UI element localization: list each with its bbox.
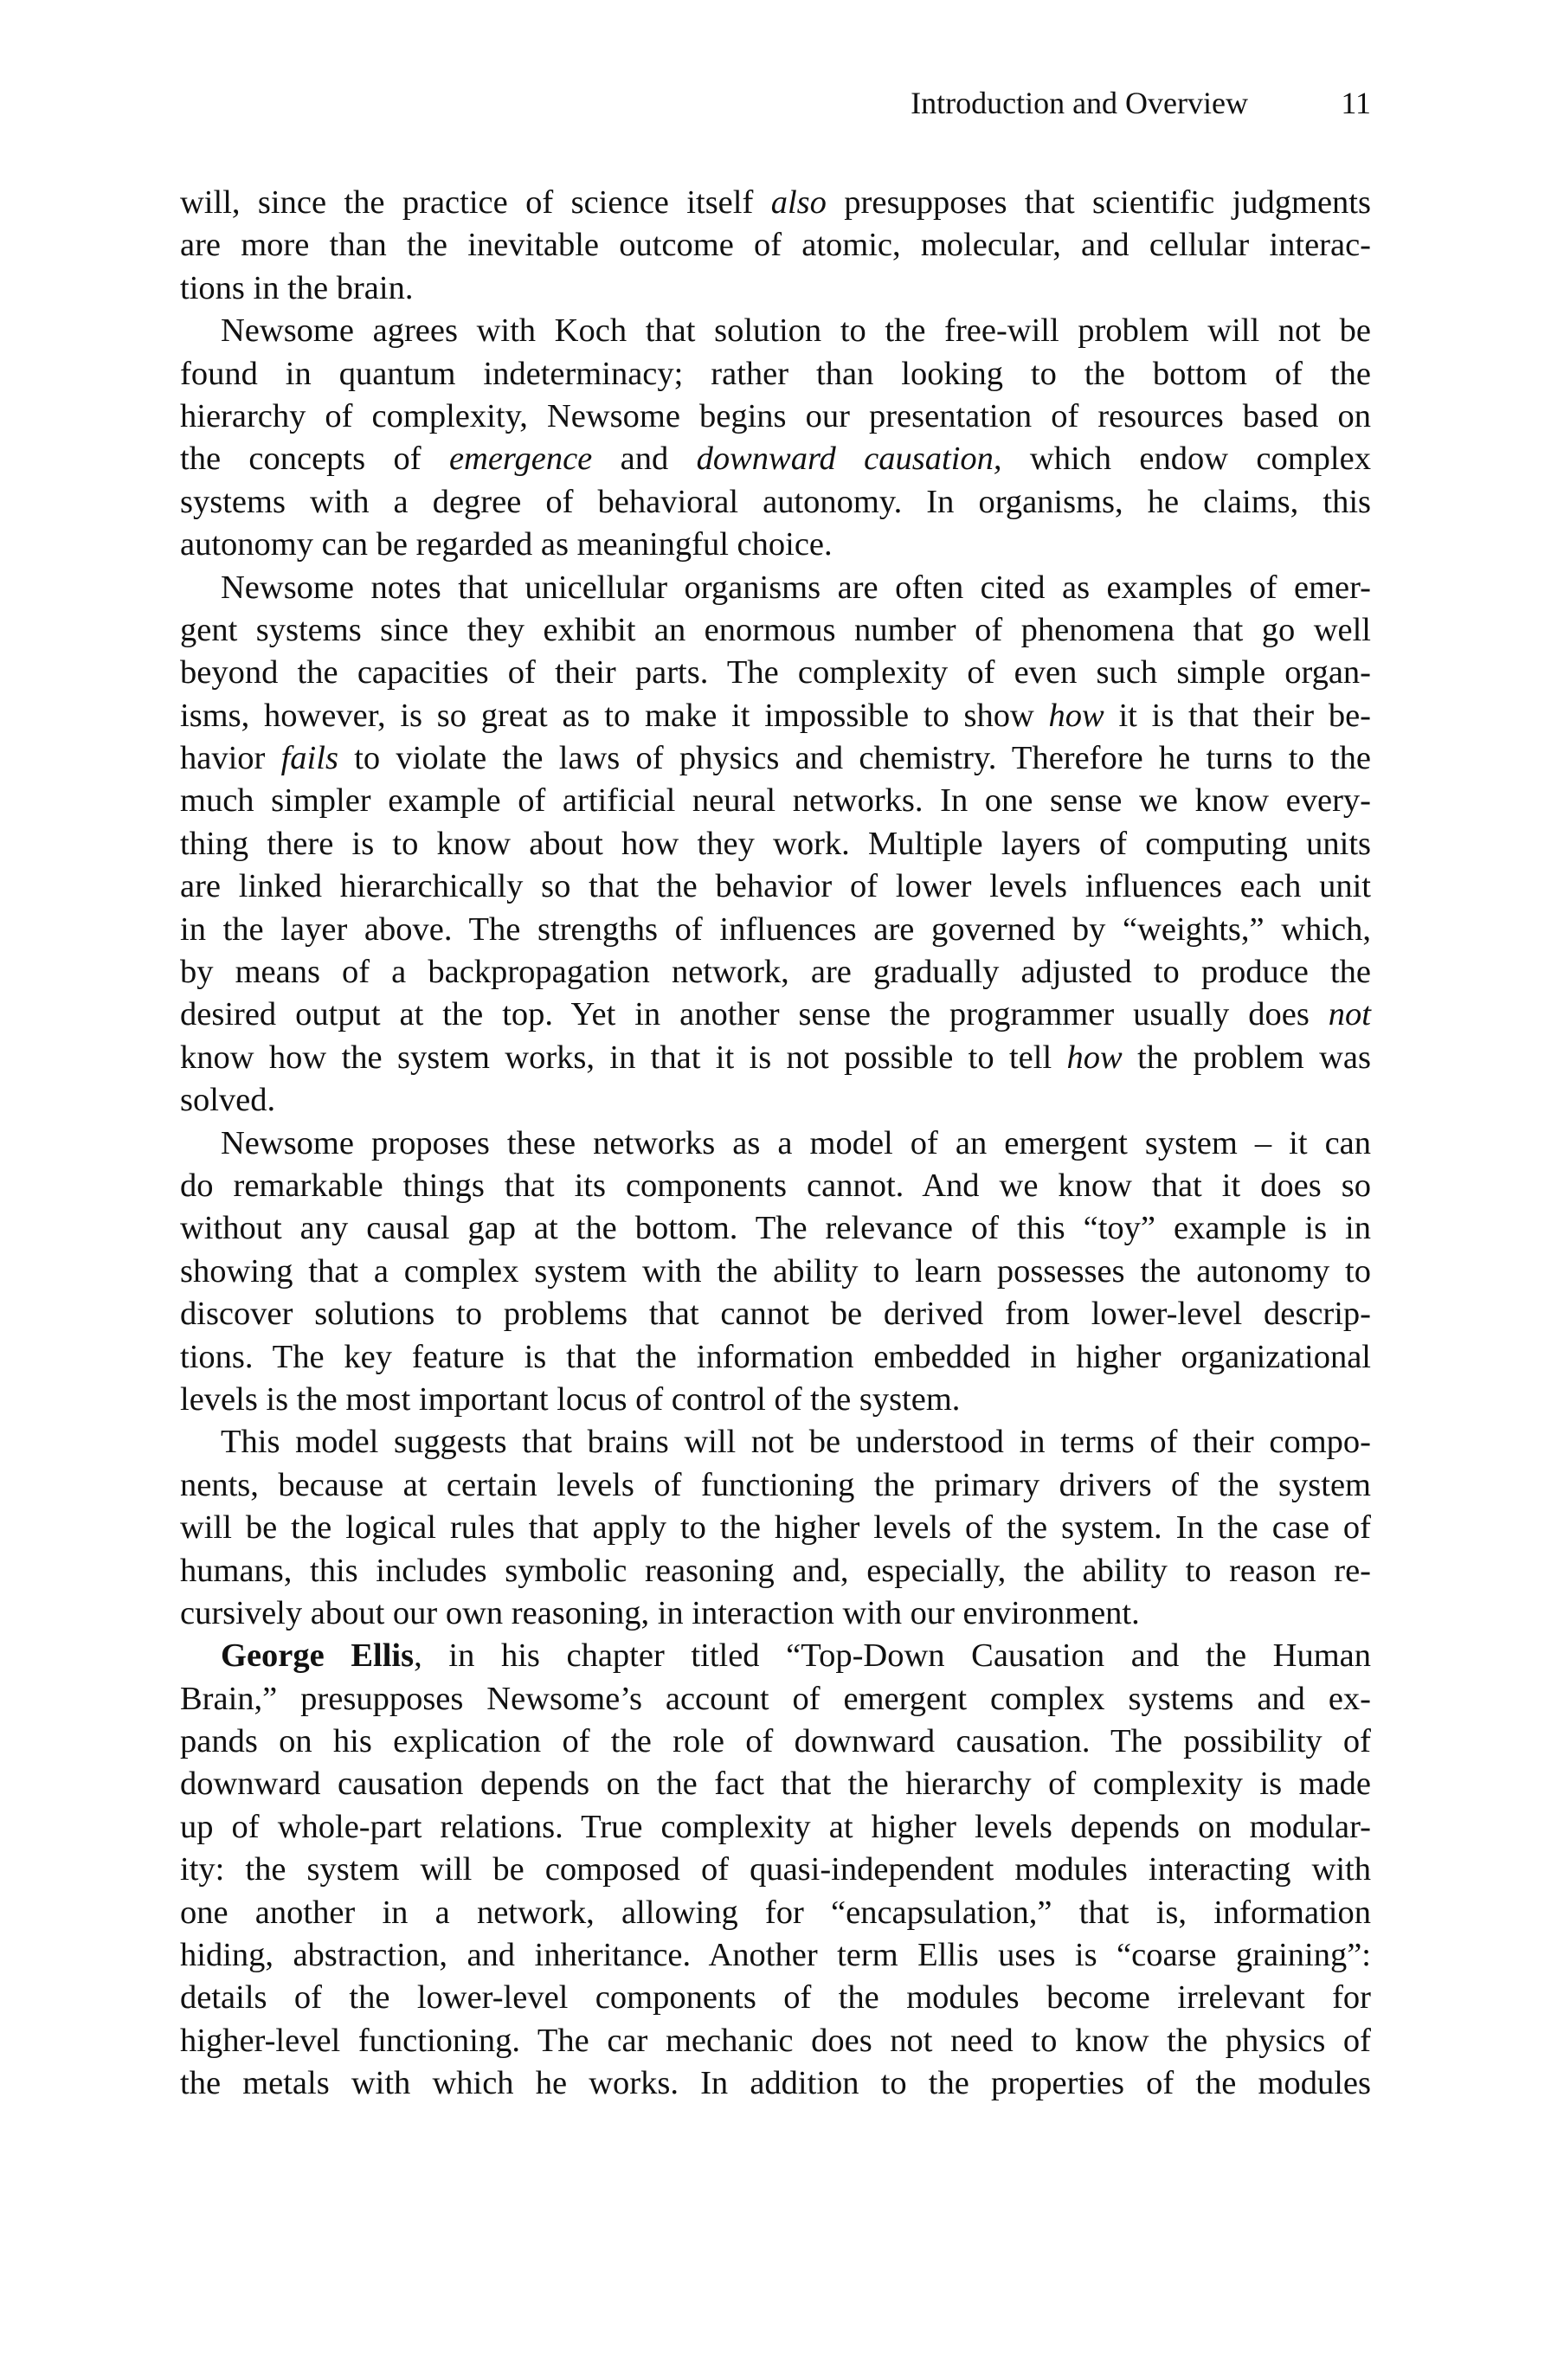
text-line (180, 994, 1371, 1036)
text-segment: without any causal gap at the bottom. The relevance of this “toy” example is in (180, 1210, 1371, 1247)
running-title: Introduction and Overview (911, 86, 1248, 120)
italic-text: how (1066, 1039, 1123, 1076)
text-segment: tions. The key feature is that the information embedded in higher organizational (180, 1338, 1371, 1375)
text-segment: Newsome notes that unicellular organisms are often cited as examples of emer- (221, 569, 1371, 606)
text-segment: levels is the most important locus of control of the system. (180, 1380, 961, 1418)
italic-text: fails (280, 740, 338, 777)
text-segment: do remarkable things that its components cannot. And we know that it does so (180, 1167, 1371, 1204)
paragraph (180, 310, 1371, 566)
text-line (180, 1251, 1371, 1293)
text-line (180, 609, 1371, 652)
italic-text: not (1328, 996, 1371, 1033)
text-line (180, 224, 1371, 267)
paragraph (180, 1635, 1371, 2105)
text-line (180, 1165, 1371, 1207)
text-line (180, 1079, 1371, 1122)
text-line (180, 1849, 1371, 1891)
paragraph (180, 1122, 1371, 1422)
text-segment: will, since the practice of science itself (180, 184, 771, 221)
text-segment: downward causation depends on the fact that the hierarchy of complexity is made (180, 1766, 1371, 1803)
paragraph (180, 182, 1371, 310)
paragraph (180, 567, 1371, 1122)
text-line (180, 310, 1371, 352)
text-segment: tions in the brain. (180, 269, 414, 306)
text-line (180, 652, 1371, 694)
text-segment: hiding, abstraction, and inheritance. Another term Ellis uses is “coarse graining”: (180, 1937, 1371, 1974)
text-line (180, 823, 1371, 865)
text-line (180, 481, 1371, 524)
text-line (180, 2062, 1371, 2105)
text-segment: ity: the system will be composed of quasi-independent modules interacting with (180, 1851, 1371, 1888)
text-segment: to violate the laws of physics and chemistry. Therefore he turns to the (338, 740, 1371, 777)
text-segment: it is that their be- (1104, 697, 1371, 734)
body-text (180, 182, 1371, 2106)
text-line (180, 737, 1371, 780)
italic-text: how (1048, 697, 1104, 734)
text-segment: the problem was (1122, 1039, 1371, 1076)
text-line (180, 1635, 1371, 1677)
text-line (180, 1721, 1371, 1763)
running-header (180, 85, 1371, 128)
text-line (180, 1464, 1371, 1507)
text-line (180, 1892, 1371, 1934)
text-segment: Newsome proposes these networks as a model of an emergent system – it can (221, 1124, 1371, 1161)
text-line (180, 182, 1371, 224)
text-line (180, 267, 1371, 310)
page-number: 11 (1341, 86, 1371, 120)
text-segment: are linked hierarchically so that the behavior of lower levels influences each unit (180, 868, 1371, 905)
text-segment: isms, however, is so great as to make it impossible to show (180, 697, 1049, 734)
text-segment: presupposes that scientific judgments (826, 184, 1371, 221)
text-segment: Brain,” presupposes Newsome’s account of emergent complex systems and ex- (180, 1680, 1371, 1717)
paragraph (180, 1421, 1371, 1635)
bold-text: George Ellis (221, 1637, 415, 1675)
text-line (180, 1678, 1371, 1721)
text-segment: are more than the inevitable outcome of atomic, molecular, and cellular interac- (180, 227, 1371, 264)
text-segment: the concepts of (180, 441, 449, 478)
text-line (180, 1550, 1371, 1592)
text-segment: humans, this includes symbolic reasoning and, especially, the ability to reason re- (180, 1552, 1371, 1589)
text-segment: in the layer above. The strengths of influences are governed by “weights,” which, (180, 910, 1371, 948)
text-segment: know how the system works, in that it is not possible to tell (180, 1039, 1067, 1076)
text-line (180, 1207, 1371, 1250)
text-line (180, 695, 1371, 737)
text-line (180, 1421, 1371, 1463)
text-line (180, 1592, 1371, 1635)
italic-text: also (770, 184, 827, 221)
text-line (180, 396, 1371, 438)
text-segment: gent systems since they exhibit an enormous number of phenomena that go well (180, 611, 1371, 648)
text-segment: the metals with which he works. In addition to the properties of the modules (180, 2065, 1371, 2102)
text-line (180, 1507, 1371, 1549)
text-segment: Newsome agrees with Koch that solution to the free-will problem will not be (221, 312, 1371, 350)
text-segment: nents, because at certain levels of functioning the primary drivers of the system (180, 1466, 1371, 1503)
text-segment: pands on his explication of the role of downward causation. The possibility of (180, 1723, 1371, 1760)
text-line (180, 1293, 1371, 1335)
text-line (180, 780, 1371, 822)
text-line (180, 1037, 1371, 1079)
italic-text: emergence (448, 441, 593, 478)
text-line (180, 1806, 1371, 1849)
text-line (180, 909, 1371, 951)
text-line (180, 1934, 1371, 1977)
text-segment: hierarchy of complexity, Newsome begins our presentation of resources based on (180, 397, 1371, 434)
text-line (180, 438, 1371, 480)
text-segment: havior (180, 740, 281, 777)
text-segment: This model suggests that brains will not be understood in terms of their compo- (221, 1424, 1371, 1461)
text-segment: desired output at the top. Yet in another sense the programmer usually does (180, 996, 1329, 1033)
text-line (180, 951, 1371, 994)
text-segment: , in his chapter titled “Top-Down Causation and the Human (414, 1637, 1371, 1675)
text-line (180, 353, 1371, 396)
text-segment: solved. (180, 1082, 276, 1119)
text-segment: higher-level functioning. The car mechanic does not need to know the physics of (180, 2022, 1371, 2059)
text-line (180, 567, 1371, 609)
text-segment: much simpler example of artificial neural networks. In one sense we know every- (180, 782, 1371, 820)
text-segment: autonomy can be regarded as meaningful choice. (180, 526, 833, 563)
text-line (180, 865, 1371, 908)
text-segment: discover solutions to problems that cannot be derived from lower-level descrip- (180, 1296, 1371, 1333)
text-segment: thing there is to know about how they work. Multiple layers of computing units (180, 825, 1371, 862)
text-segment: beyond the capacities of their parts. The complexity of even such simple organ- (180, 654, 1371, 691)
text-line (180, 2020, 1371, 2062)
text-segment: will be the logical rules that apply to the higher levels of the system. In the case of (180, 1509, 1371, 1547)
text-line (180, 1763, 1371, 1805)
text-segment: which endow complex (1001, 441, 1371, 478)
text-segment: and (592, 441, 697, 478)
text-segment: up of whole-part relations. True complexity at higher levels depends on modular- (180, 1808, 1371, 1845)
text-segment: cursively about our own reasoning, in interaction with our environment. (180, 1594, 1140, 1631)
text-segment: by means of a backpropagation network, are gradually adjusted to produce the (180, 954, 1371, 991)
text-line (180, 524, 1371, 566)
text-line (180, 1977, 1371, 2019)
text-segment: systems with a degree of behavioral autonomy. In organisms, he claims, this (180, 483, 1371, 520)
text-segment: one another in a network, allowing for “encapsulation,” that is, information (180, 1894, 1371, 1931)
text-line (180, 1122, 1371, 1165)
text-line (180, 1336, 1371, 1379)
text-segment: showing that a complex system with the ability to learn possesses the autonomy to (180, 1252, 1371, 1290)
italic-text: downward causation, (696, 441, 1002, 478)
text-segment: details of the lower-level components of the modules become irrelevant for (180, 1979, 1371, 2017)
text-line (180, 1379, 1371, 1421)
text-segment: found in quantum indeterminacy; rather than looking to the bottom of the (180, 355, 1371, 392)
